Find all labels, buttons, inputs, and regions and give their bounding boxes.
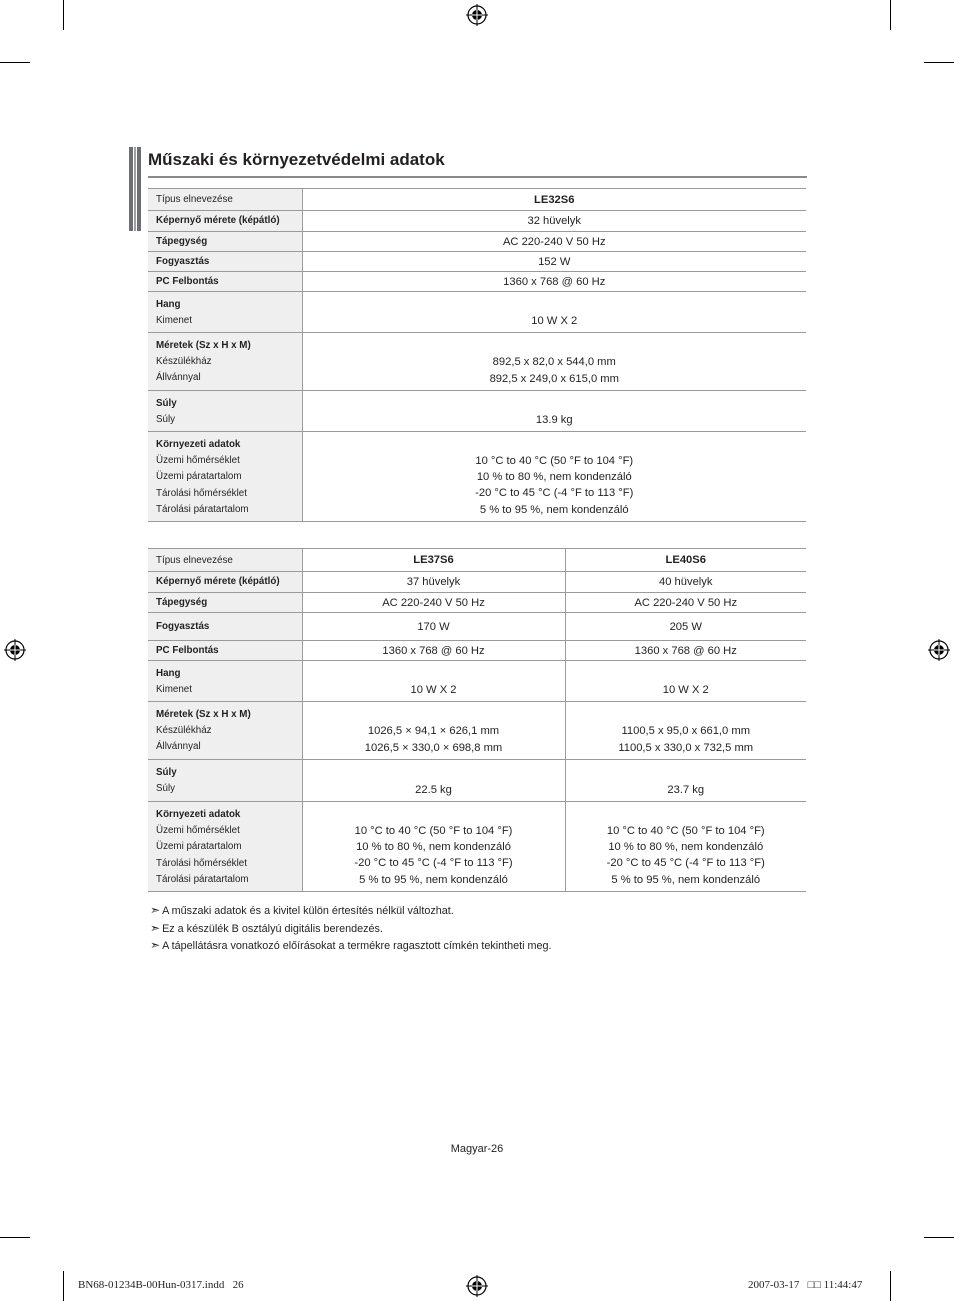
table-row	[148, 391, 806, 432]
slug-datetime: 2007-03-17 □□ 11:44:47	[748, 1279, 863, 1291]
table-row	[148, 211, 806, 232]
row-label: Fogyasztás	[156, 620, 210, 632]
page-title: Műszaki és környezetvédelmi adatok	[148, 150, 445, 169]
model-header: LE32S6	[302, 189, 806, 211]
cell-value: 37 hüvelyk	[302, 572, 565, 593]
cell-value: -20 °C to 45 °C (-4 °F to 113 °F)	[475, 487, 634, 500]
cell-value: 23.7 kg	[667, 783, 705, 796]
arrow-icon: ➣	[150, 920, 161, 935]
arrow-icon: ➣	[150, 938, 161, 952]
row-sublabel: Üzemi hőmérséklet	[156, 455, 240, 466]
row-label: Környezeti adatok	[156, 809, 241, 820]
row-sublabel: Súly	[156, 783, 176, 794]
section-marker-bar	[129, 147, 141, 231]
table-row	[148, 641, 806, 661]
row-sublabel: Súly	[156, 414, 176, 425]
spec-table-le32s6	[148, 188, 806, 522]
table-row	[148, 189, 806, 211]
table-row	[148, 549, 806, 572]
table-row	[148, 702, 806, 760]
slug-filename: BN68-01234B-00Hun-0317.indd 26	[78, 1279, 244, 1291]
row-sublabel: Üzemi páratartalom	[156, 841, 242, 853]
notes-list	[150, 902, 552, 955]
row-sublabel: Készülékház	[156, 725, 212, 736]
table-row	[148, 232, 806, 252]
cell-value: 152 W	[302, 252, 806, 272]
crop-mark	[890, 1271, 891, 1301]
row-sublabel: Üzemi hőmérséklet	[156, 825, 240, 836]
crop-mark	[924, 1237, 954, 1238]
title-divider	[148, 176, 807, 178]
row-sublabel: Tárolási hőmérséklet	[156, 857, 247, 869]
cell-value: 10 % to 80 %, nem kondenzáló	[608, 841, 764, 854]
row-label: Hang	[156, 299, 181, 310]
table-row	[148, 593, 806, 613]
crop-mark	[0, 62, 30, 63]
crop-mark	[924, 62, 954, 63]
arrow-icon: ➣	[150, 903, 161, 917]
row-label: Súly	[156, 767, 177, 778]
cell-value: 1026,5 × 330,0 × 698,8 mm	[364, 741, 503, 754]
note-text: A műszaki adatok és a kivitel külön értesítés nélkül változhat.	[162, 905, 454, 917]
row-label: Súly	[156, 398, 177, 409]
crop-mark	[890, 0, 891, 30]
row-sublabel: Tárolási páratartalom	[156, 873, 249, 885]
cell-value: 22.5 kg	[415, 783, 452, 796]
cell-value: 892,5 x 82,0 x 544,0 mm	[492, 356, 616, 369]
row-label: PC Felbontás	[156, 644, 219, 656]
row-sublabel: Állvánnyal	[156, 372, 201, 384]
row-label: Méretek (Sz x H x M)	[156, 709, 251, 720]
row-sublabel: Tárolási hőmérséklet	[156, 487, 247, 499]
row-sublabel: Kimenet	[156, 684, 192, 695]
cell-value: 10 % to 80 %, nem kondenzáló	[476, 471, 632, 484]
row-sublabel: Tárolási páratartalom	[156, 503, 249, 515]
row-sublabel: Üzemi páratartalom	[156, 471, 242, 483]
row-label: PC Felbontás	[156, 275, 219, 287]
crop-mark	[63, 1271, 64, 1301]
cell-value: 10 W X 2	[662, 683, 709, 696]
cell-value: 10 % to 80 %, nem kondenzáló	[356, 841, 511, 854]
table-row	[148, 760, 806, 802]
note-item	[150, 920, 552, 938]
cell-value: AC 220-240 V 50 Hz	[302, 232, 806, 252]
cell-value: 892,5 x 249,0 x 615,0 mm	[489, 372, 619, 385]
row-label: Méretek (Sz x H x M)	[156, 340, 251, 351]
cell-value: 32 hüvelyk	[302, 211, 806, 232]
cell-value: 1100,5 x 95,0 x 661,0 mm	[621, 725, 751, 738]
table-row	[148, 661, 806, 702]
row-label: Fogyasztás	[156, 255, 210, 267]
cell-value: 10 °C to 40 °C (50 °F to 104 °F)	[354, 824, 513, 837]
cell-value: 10 °C to 40 °C (50 °F to 104 °F)	[606, 824, 765, 837]
model-header: LE40S6	[565, 549, 806, 572]
registration-mark-icon	[4, 639, 26, 661]
table-row	[148, 613, 806, 641]
row-label: Környezeti adatok	[156, 439, 241, 450]
model-header: LE37S6	[302, 549, 565, 572]
row-label: Tápegység	[156, 235, 208, 247]
table-row	[148, 333, 806, 391]
cell-value: 5 % to 95 %, nem kondenzáló	[611, 873, 761, 886]
cell-value: 5 % to 95 %, nem kondenzáló	[359, 873, 508, 886]
note-item	[150, 937, 552, 955]
cell-value: 5 % to 95 %, nem kondenzáló	[479, 503, 629, 516]
cell-value: 1360 x 768 @ 60 Hz	[302, 272, 806, 292]
row-label: Képernyő mérete (képátló)	[156, 215, 280, 226]
cell-value: 170 W	[302, 613, 565, 641]
row-label: Tápegység	[156, 596, 208, 608]
row-sublabel: Kimenet	[156, 315, 192, 326]
table-row	[148, 432, 806, 522]
note-text: Ez a készülék B osztályú digitális berendezés.	[162, 922, 383, 935]
crop-mark	[0, 1237, 30, 1238]
cell-value: 1026,5 × 94,1 × 626,1 mm	[367, 725, 500, 738]
cell-value: 13.9 kg	[535, 413, 573, 426]
table-row	[148, 572, 806, 593]
cell-value: 1100,5 x 330,0 x 732,5 mm	[618, 741, 754, 754]
cell-value: 10 W X 2	[410, 683, 457, 696]
cell-value: 205 W	[565, 613, 806, 641]
table-row	[148, 252, 806, 272]
row-label: Típus elnevezése	[148, 549, 302, 572]
cell-value: -20 °C to 45 °C (-4 °F to 113 °F)	[354, 857, 513, 870]
spec-table-le37s6-le40s6	[148, 548, 806, 892]
table-row	[148, 292, 806, 333]
table-row	[148, 272, 806, 292]
cell-value: AC 220-240 V 50 Hz	[565, 593, 806, 613]
crop-mark	[63, 0, 64, 30]
row-sublabel: Állvánnyal	[156, 741, 201, 753]
note-text: A tápellátásra vonatkozó előírásokat a termékre ragasztott címkén tekintheti meg.	[162, 940, 552, 952]
cell-value: -20 °C to 45 °C (-4 °F to 113 °F)	[606, 857, 765, 870]
registration-mark-icon	[466, 1275, 488, 1297]
cell-value: 40 hüvelyk	[565, 572, 806, 593]
cell-value: 1360 x 768 @ 60 Hz	[565, 641, 806, 661]
registration-mark-icon	[466, 4, 488, 26]
row-sublabel: Készülékház	[156, 356, 212, 367]
cell-value: 1360 x 768 @ 60 Hz	[302, 641, 565, 661]
row-label: Típus elnevezése	[148, 189, 302, 211]
row-label: Hang	[156, 668, 181, 679]
cell-value: 10 W X 2	[531, 314, 578, 327]
note-item	[150, 902, 552, 920]
row-label: Képernyő mérete (képátló)	[156, 576, 280, 587]
cell-value: 10 °C to 40 °C (50 °F to 104 °F)	[475, 454, 634, 467]
table-row	[148, 802, 806, 892]
registration-mark-icon	[928, 639, 950, 661]
cell-value: AC 220-240 V 50 Hz	[302, 593, 565, 613]
page-number: Magyar-26	[450, 1143, 504, 1155]
